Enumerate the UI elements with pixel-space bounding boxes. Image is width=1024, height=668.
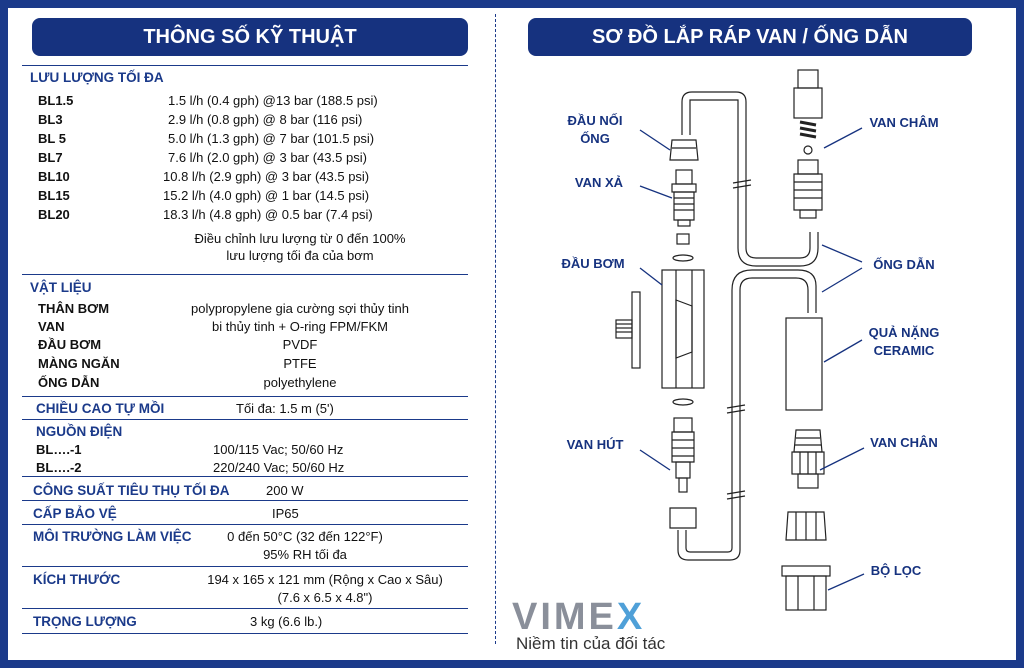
dimensions-value: 194 x 165 x 121 mm (Rộng x Cao x Sâu) bbox=[207, 572, 443, 587]
flow-spec: 1.5 l/h (0.4 gph) @13 bar (188.5 psi) bbox=[168, 93, 378, 108]
material-label: ĐẦU BƠM bbox=[38, 337, 102, 352]
power-value: 220/240 Vac; 50/60 Hz bbox=[213, 460, 345, 475]
ceramic-weight-part bbox=[786, 318, 822, 410]
tube-connector-part bbox=[670, 508, 696, 528]
flow-model: BL20 bbox=[38, 207, 70, 222]
callout-tube-connector bbox=[560, 112, 630, 148]
callout-line: CERAMIC bbox=[873, 343, 935, 358]
flow-spec: 2.9 l/h (0.8 gph) @ 8 bar (116 psi) bbox=[168, 112, 363, 127]
tube-connector-part bbox=[670, 140, 698, 160]
callout-discharge-valve: VAN XẢ bbox=[574, 175, 624, 190]
suction-valve-part bbox=[672, 418, 694, 492]
callout-ceramic-weight bbox=[864, 324, 944, 360]
flow-model: BL3 bbox=[38, 112, 63, 127]
filter-part bbox=[782, 512, 830, 610]
flow-spec: 7.6 l/h (2.0 gph) @ 3 bar (43.5 psi) bbox=[168, 150, 367, 165]
callout-pump-head: ĐẦU BƠM bbox=[561, 256, 625, 271]
callout-tubing: ỐNG DẪN bbox=[873, 257, 935, 272]
flow-model: BL7 bbox=[38, 150, 63, 165]
callout-suction-valve: VAN HÚT bbox=[566, 437, 624, 452]
environment-title: MÔI TRƯỜNG LÀM VIỆC bbox=[33, 529, 192, 544]
material-label: VAN bbox=[38, 319, 65, 334]
logo-wordmark bbox=[512, 598, 645, 636]
material-label: THÂN BƠM bbox=[38, 301, 110, 316]
callout-filter: BỘ LỌC bbox=[870, 563, 922, 578]
flow-title: LƯU LƯỢNG TỐI ĐA bbox=[30, 70, 164, 85]
o-ring-part bbox=[673, 255, 693, 261]
protection-value: IP65 bbox=[272, 506, 299, 521]
dimensions-title: KÍCH THƯỚC bbox=[33, 572, 121, 587]
environment-value: 0 đến 50°C (32 đến 122°F) bbox=[227, 529, 383, 544]
power-title: NGUỒN ĐIỆN bbox=[36, 424, 123, 439]
dimensions-value: (7.6 x 6.5 x 4.8") bbox=[277, 590, 373, 605]
flow-spec: 15.2 l/h (4.0 gph) @ 1 bar (14.5 psi) bbox=[163, 188, 370, 203]
foot-valve-part bbox=[792, 430, 824, 488]
tubing-upper bbox=[682, 92, 810, 258]
flow-spec: 18.3 l/h (4.8 gph) @ 0.5 bar (7.4 psi) bbox=[163, 207, 373, 222]
o-ring-part bbox=[673, 399, 693, 405]
flow-note: Điều chỉnh lưu lượng từ 0 đến 100% bbox=[194, 231, 406, 246]
tubing-lower bbox=[678, 278, 808, 560]
consumption-value: 200 W bbox=[266, 483, 304, 498]
discharge-valve-part bbox=[672, 170, 696, 226]
material-value: polyethylene bbox=[263, 375, 337, 390]
suction-value: Tối đa: 1.5 m (5') bbox=[236, 401, 334, 416]
seal-ring-part bbox=[677, 234, 689, 244]
injection-valve-part bbox=[794, 70, 822, 218]
weight-value: 3 kg (6.6 lb.) bbox=[250, 614, 323, 629]
flow-model: BL1.5 bbox=[38, 93, 74, 108]
callout-line: ĐẦU NỐI bbox=[567, 113, 623, 128]
pump-head-part bbox=[616, 270, 704, 388]
material-value: bi thủy tinh + O-ring FPM/FKM bbox=[212, 319, 388, 334]
vimex-logo bbox=[512, 598, 645, 636]
power-label: BL….-1 bbox=[36, 442, 82, 457]
material-label: MÀNG NGĂN bbox=[38, 356, 120, 371]
logo-x-mark: X bbox=[616, 596, 646, 638]
assembly-header: SƠ ĐỒ LẮP RÁP VAN / ỐNG DẪN bbox=[528, 18, 972, 56]
callout-line: QUẢ NẶNG bbox=[868, 325, 940, 340]
power-value: 100/115 Vac; 50/60 Hz bbox=[213, 442, 344, 457]
material-value: PTFE bbox=[283, 356, 317, 371]
flow-model: BL 5 bbox=[38, 131, 66, 146]
brand-slogan: Niềm tin của đối tác bbox=[516, 634, 666, 653]
suction-title: CHIỀU CAO TỰ MỒI bbox=[36, 401, 165, 416]
specs-header: THÔNG SỐ KỸ THUẬT bbox=[32, 18, 468, 56]
material-value: polypropylene gia cường sợi thủy tinh bbox=[191, 301, 409, 316]
flow-note: lưu lượng tối đa của bơm bbox=[226, 248, 374, 263]
flow-model: BL10 bbox=[38, 169, 70, 184]
weight-title: TRỌNG LƯỢNG bbox=[33, 614, 137, 629]
materials-title: VẬT LIỆU bbox=[30, 280, 92, 295]
power-label: BL….-2 bbox=[36, 460, 82, 475]
consumption-title: CÔNG SUẤT TIÊU THỤ TỐI ĐA bbox=[33, 483, 230, 498]
material-value: PVDF bbox=[282, 337, 318, 352]
protection-title: CẤP BẢO VỆ bbox=[33, 506, 117, 521]
callout-injection-valve: VAN CHÂM bbox=[869, 115, 939, 130]
flow-spec: 5.0 l/h (1.3 gph) @ 7 bar (101.5 psi) bbox=[168, 131, 375, 146]
flow-spec: 10.8 l/h (2.9 gph) @ 3 bar (43.5 psi) bbox=[163, 169, 370, 184]
flow-model: BL15 bbox=[38, 188, 70, 203]
logo-text: VIME bbox=[512, 596, 617, 638]
environment-value: 95% RH tối đa bbox=[263, 547, 347, 562]
callout-foot-valve: VAN CHÂN bbox=[870, 435, 938, 450]
callout-line: ỐNG bbox=[580, 131, 610, 146]
material-label: ỐNG DẪN bbox=[38, 375, 100, 390]
